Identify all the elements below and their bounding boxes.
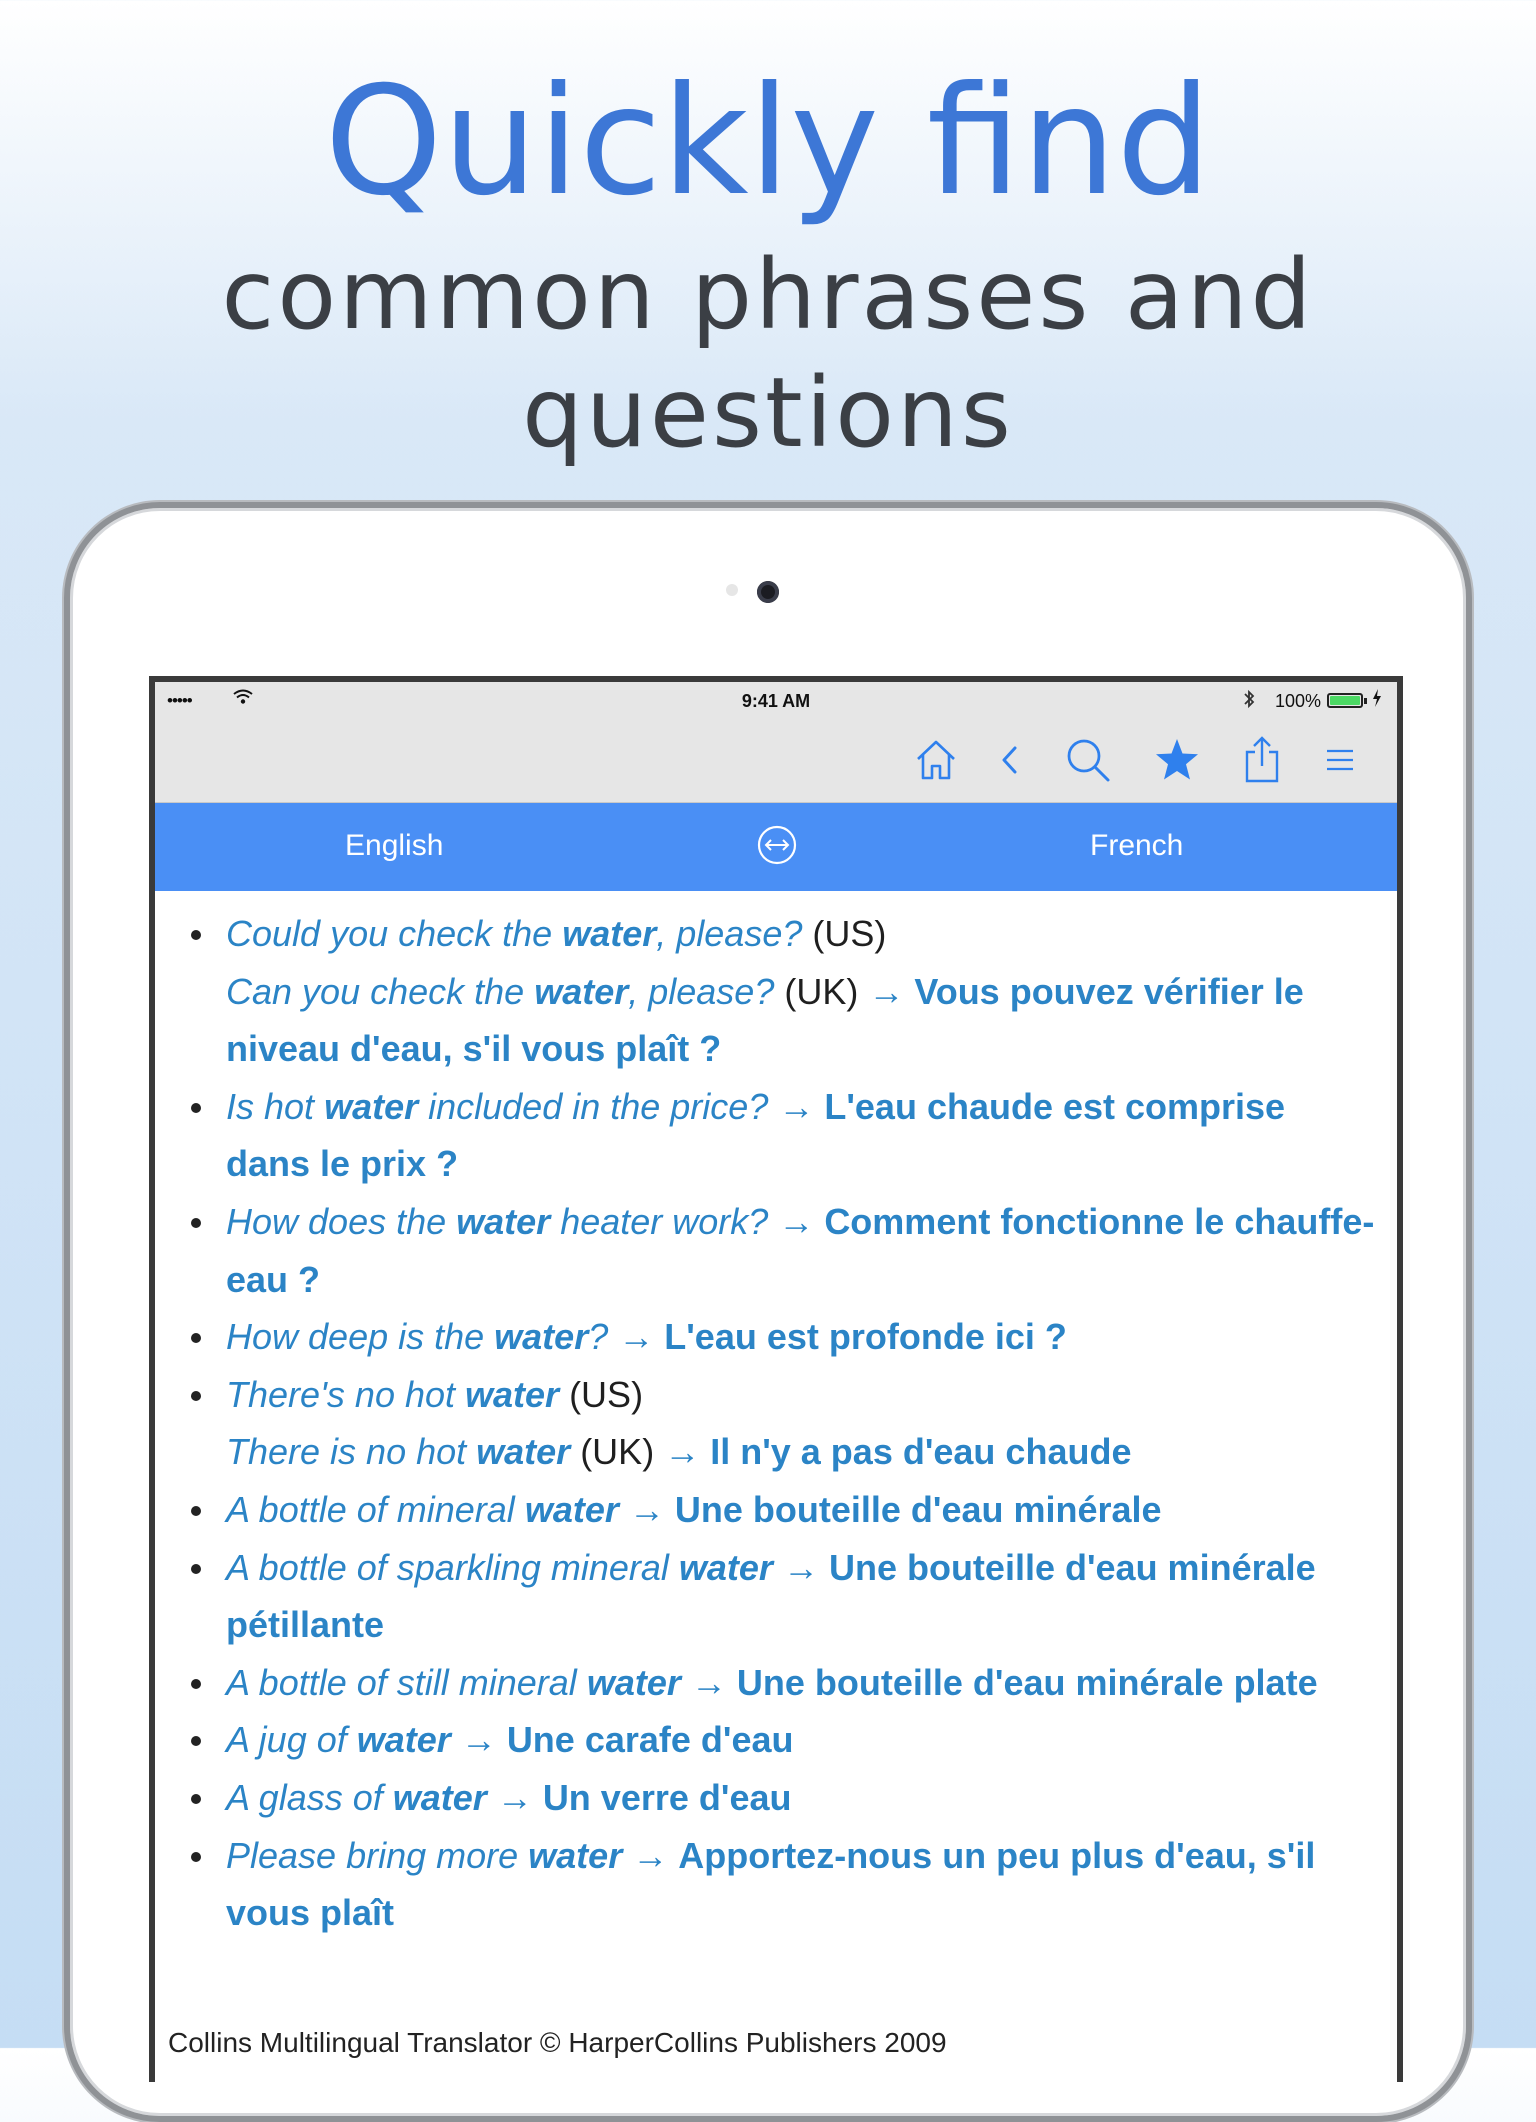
english-phrase [226,1316,608,1357]
english-phrase [226,1086,768,1127]
headword: water [534,970,629,1012]
arrow-icon: → [768,1200,825,1242]
arrow-icon: → [450,1719,507,1761]
toolbar [155,720,1397,803]
arrow-icon: → [772,1546,829,1588]
bluetooth-icon [1243,689,1255,714]
headword: water [324,1085,419,1127]
phrase-item[interactable] [155,1827,1397,1942]
arrow-icon: → [486,1776,543,1818]
battery-percent: 100% [1275,691,1322,711]
app-screen [149,676,1403,2082]
phrase-item[interactable] [155,1481,1397,1539]
headword: water [528,1834,623,1876]
phrase-item[interactable] [155,1769,1397,1827]
search-icon[interactable] [1058,730,1118,790]
target-language-button[interactable]: French [1090,829,1184,862]
arrow-icon: → [608,1316,665,1358]
headword: water [392,1776,487,1818]
share-icon[interactable] [1232,730,1292,790]
french-translation: Il n'y a pas d'eau chaude [710,1431,1132,1473]
arrow-icon: → [618,1488,675,1530]
french-translation: Un verre d'eau [542,1776,792,1818]
english-text: , please? [628,970,775,1012]
english-text: A bottle of sparkling mineral [226,1546,679,1588]
french-translation: L'eau est profonde ici ? [664,1316,1067,1358]
english-text: How deep is the [226,1316,495,1358]
headword: water [456,1200,551,1242]
english-text: , please? [656,913,803,954]
english-phrase [226,1431,570,1472]
english-phrase [226,1374,559,1415]
english-text: ? [588,1316,609,1358]
arrow-icon: → [680,1661,737,1703]
battery-icon [1327,693,1363,708]
english-text: Is hot [226,1085,325,1127]
phrase-content [155,891,1397,2082]
headword: water [494,1316,589,1358]
region-label: (US) [559,1373,644,1415]
english-phrase [226,1777,487,1818]
status-time: 9:41 AM [741,691,811,711]
star-icon[interactable] [1147,730,1207,790]
source-language-button[interactable]: English [345,829,444,862]
headword: water [562,913,657,954]
phrase-item[interactable] [155,1539,1397,1654]
phrase-list [155,905,1397,1942]
region-label: (US) [802,913,887,954]
english-text: heater work? [550,1200,769,1242]
menu-icon[interactable] [1310,730,1370,790]
ambient-sensor [726,584,738,596]
status-bar [155,682,1397,720]
home-icon[interactable] [906,730,966,790]
english-text: How does the [226,1200,457,1242]
headline-subtitle-line2: questions [522,357,1014,469]
battery-tip [1364,698,1367,704]
phrase-item[interactable] [155,905,1397,1078]
english-text: A jug of [226,1719,357,1761]
arrow-icon: → [654,1431,711,1473]
french-translation: Une bouteille d'eau minérale [674,1488,1162,1530]
charging-bolt-icon [1372,689,1382,712]
headline-title: Quickly find [324,55,1212,229]
phrase-item[interactable] [155,1654,1397,1712]
english-phrase [226,1489,619,1530]
english-phrase [226,1835,622,1876]
phrase-item[interactable] [155,1366,1397,1481]
arrow-icon: → [768,1085,825,1127]
english-text: Can you check the [226,970,535,1012]
copyright-notice: Collins Multilingual Translator © HarperCollins Publishers 2009 [168,2027,947,2058]
english-text: Could you check the [226,913,563,954]
english-phrase [226,1201,768,1242]
back-chevron-icon[interactable] [980,730,1040,790]
region-label: (UK) [774,970,859,1012]
english-phrase [226,971,774,1012]
english-text: A bottle of still mineral [226,1661,587,1703]
phrase-item[interactable] [155,1711,1397,1769]
arrow-icon: → [622,1834,679,1876]
headword: water [356,1719,451,1761]
english-phrase [226,1547,773,1588]
english-text: Please bring more [226,1834,529,1876]
french-translation: Une carafe d'eau [506,1719,794,1761]
headword: water [465,1373,560,1415]
arrow-icon: → [858,970,915,1012]
language-bar [155,803,1397,891]
phrase-item[interactable] [155,1308,1397,1366]
english-text: There is no hot [226,1431,477,1473]
headword: water [524,1488,619,1530]
region-label: (UK) [570,1431,655,1473]
english-text: A bottle of mineral [226,1488,525,1530]
english-text: A glass of [226,1776,393,1818]
french-translation: Apportez-nous un peu plus d'eau, s'il vous plaît [226,1834,1316,1934]
headword: water [586,1661,681,1703]
english-phrase [226,1719,451,1760]
english-text: included in the price? [418,1085,769,1127]
phrase-item[interactable] [155,1193,1397,1308]
english-phrase [226,913,802,954]
swap-languages-icon[interactable] [757,825,797,865]
french-translation: Comment fonctionne le chauffe-eau ? [226,1200,1375,1300]
french-translation: Une bouteille d'eau minérale plate [736,1661,1318,1703]
headline-subtitle-line1: common phrases and [221,239,1315,351]
french-translation: Vous pouvez vérifier le niveau d'eau, s'il vous plaît ? [226,970,1304,1070]
french-translation: Une bouteille d'eau minérale pétillante [226,1546,1316,1646]
english-text: There's no hot [226,1373,466,1415]
signal-strength-icon: ••••• [167,691,192,710]
headword: water [678,1546,773,1588]
front-camera [757,581,779,603]
french-translation: L'eau chaude est comprise dans le prix ? [226,1085,1286,1185]
english-phrase [226,1662,681,1703]
phrase-item[interactable] [155,1078,1397,1193]
headword: water [476,1431,571,1473]
